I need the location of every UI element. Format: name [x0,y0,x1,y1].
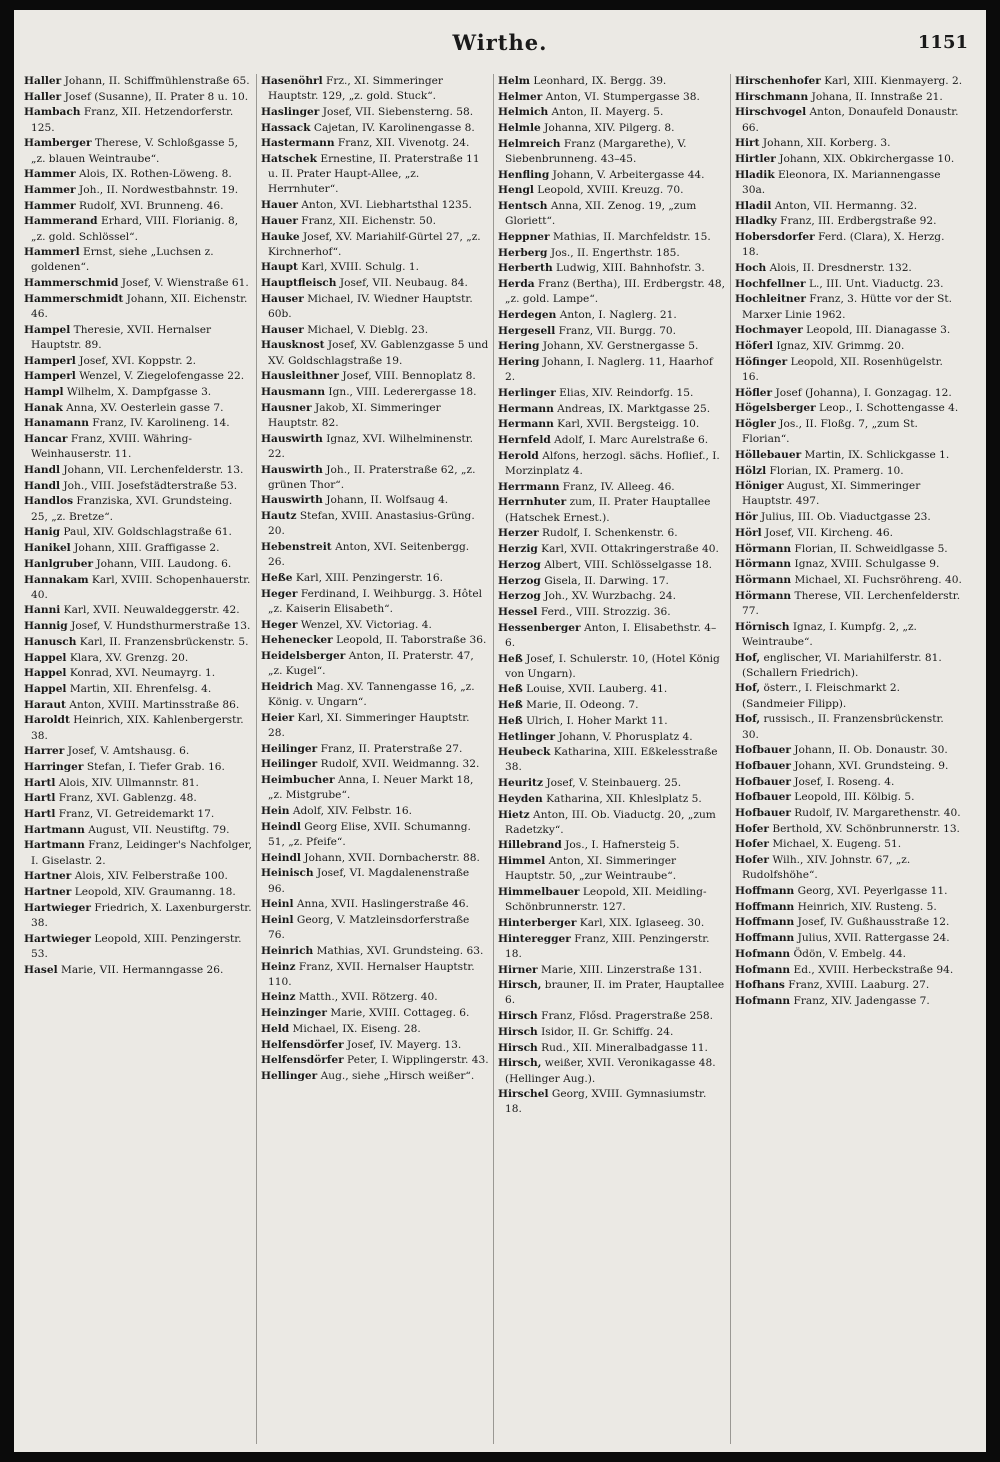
directory-entry: Herzig Karl, XVII. Ottakringerstraße 40. [498,543,719,556]
directory-entry: Hammer Alois, IX. Rothen-Löweng. 8. [24,168,232,181]
directory-entry: Hölzl Florian, IX. Pramerg. 10. [735,464,904,477]
directory-entry: Hessel Ferd., VIII. Strozzig. 36. [498,605,671,618]
page-header [14,30,986,70]
directory-entry: Heyden Katharina, XII. Khleslplatz 5. [498,792,702,805]
directory-entry: Hehenecker Leopold, II. Taborstraße 36. [261,634,487,647]
directory-entry: Handl Joh., VIII. Josefstädterstraße 53. [24,479,238,492]
directory-entry: Hörmann Therese, VII. Lerchenfelderstr. 77. [735,589,961,617]
directory-entry: Hartner Leopold, XIV. Graumanng. 18. [24,886,236,899]
directory-entry: Helfensdörfer Peter, I. Wipplingerstr. 43. [261,1054,489,1067]
directory-entry: Hladik Eleonora, IX. Mariannengasse 30a. [735,168,941,196]
column-divider [256,74,257,1444]
directory-entry: Hirschel Georg, XVIII. Gymnasiumstr. 18. [498,1088,707,1116]
directory-entry: Hauptfleisch Josef, VII. Neubaug. 84. [261,277,468,290]
directory-entry: Hamperl Wenzel, V. Ziegelofengasse 22. [24,370,245,383]
directory-entry: Hochleitner Franz, 3. Hütte vor der St. Marxer Linie 1962. [735,293,953,321]
directory-entry: Hochmayer Leopold, III. Dianagasse 3. [735,324,951,337]
directory-entry: Hirner Marie, XIII. Linzerstraße 131. [498,963,702,976]
directory-entry: Hanak Anna, XV. Oesterlein gasse 7. [24,401,224,414]
directory-entry: Hammer Rudolf, XVI. Brunneng. 46. [24,199,224,212]
directory-entry: Hofbauer Johann, II. Ob. Donaustr. 30. [735,744,948,757]
directory-entry: Happel Klara, XV. Grenzg. 20. [24,651,189,664]
directory-entry: Himmelbauer Leopold, XII. Meidling-Schönbrunnerstr. 127. [498,886,707,914]
directory-entry: Hauer Anton, XVI. Liebhartsthal 1235. [261,199,472,212]
directory-entry: Held Michael, IX. Eiseng. 28. [261,1022,421,1035]
directory-entry: Hauer Franz, XII. Eichenstr. 50. [261,214,436,227]
directory-entry: Herzer Rudolf, I. Schenkenstr. 6. [498,527,678,540]
directory-entry: Heger Wenzel, XV. Victoriag. 4. [261,618,432,631]
column-3 [498,74,726,1444]
page-title: Wirthe. [452,30,548,55]
directory-entry: Hofbauer Josef, I. Roseng. 4. [735,775,895,788]
directory-entry: Hentsch Anna, XII. Zenog. 19, „zum Gloriett“. [498,200,697,228]
directory-entry: Högelsberger Leop., I. Schottengasse 4. [735,402,959,415]
directory-entry: Hamberger Therese, V. Schloßgasse 5, „z. blauen Weintraube“. [24,137,238,165]
directory-entry: Höferl Ignaz, XIV. Grimmg. 20. [735,339,905,352]
directory-entry: Hein Adolf, XIV. Felbstr. 16. [261,805,412,818]
directory-entry: Hering Johann, XV. Gerstnergasse 5. [498,340,699,353]
directory-entry: Heger Ferdinand, I. Weihburgg. 3. Hôtel „z. Kaiserin Elisabeth“. [261,587,482,615]
directory-entry: Hetlinger Johann, V. Phorusplatz 4. [498,730,693,743]
directory-entry: Herdegen Anton, I. Naglerg. 21. [498,309,677,322]
directory-entry: Hofbauer Johann, XVI. Grundsteing. 9. [735,759,949,772]
directory-entry: Hammerschmidt Johann, XII. Eichenstr. 46. [24,292,248,321]
directory-entry: Hladil Anton, VII. Hermanng. 32. [735,199,918,212]
directory-entry: Hammerand Erhard, VIII. Florianig. 8, „z. gold. Schlössel“. [24,215,239,243]
directory-entry: Hammerl Ernst, siehe „Luchsen z. goldenen“. [24,246,214,274]
directory-entry: Hammer Joh., II. Nordwestbahnstr. 19. [24,183,239,196]
directory-entry: Hartl Alois, XIV. Ullmannstr. 81. [24,776,199,789]
directory-entry: Hasel Marie, VII. Hermanngasse 26. [24,963,224,976]
directory-entry: Helfensdörfer Josef, IV. Mayerg. 13. [261,1038,462,1051]
directory-entry: Herzog Albert, VIII. Schlösselgasse 18. [498,558,713,571]
directory-entry: Hirschvogel Anton, Donaufeld Donaustr. 66. [735,106,959,134]
directory-entry: Herberth Ludwig, XIII. Bahnhofstr. 3. [498,262,705,275]
directory-entry: Hoffmann Georg, XVI. Peyerlgasse 11. [735,885,948,898]
directory-entry: Hörmann Ignaz, XVIII. Schulgasse 9. [735,558,940,571]
column-1 [24,74,252,1444]
directory-entry: Heß Louise, XVII. Lauberg. 41. [498,683,668,696]
directory-entry: Harrer Josef, V. Amtshausg. 6. [24,745,190,758]
directory-entry: Hellinger Aug., siehe „Hirsch weißer“. [261,1070,475,1082]
directory-entry: Hofbauer Rudolf, IV. Margarethenstr. 40. [735,807,961,820]
directory-entry: Hörmann Florian, II. Schweidlgasse 5. [735,542,948,555]
directory-entry: Herzog Gisela, II. Darwing. 17. [498,574,669,587]
directory-entry: Hietz Anton, III. Ob. Viaductg. 20, „zum Radetzky“. [498,808,716,836]
directory-entry: Hobersdorfer Ferd. (Clara), X. Herzg. 18. [735,231,945,259]
directory-entry: Haslinger Josef, VII. Siebensterng. 58. [261,105,474,118]
directory-entry: Haller Josef (Susanne), II. Prater 8 u. 10. [24,90,249,103]
directory-entry: Hessenberger Anton, I. Elisabethstr. 4–6. [498,621,717,649]
directory-entry: Hancar Franz, XVIII. Währing-Weinhauserstr. 11. [24,433,192,461]
directory-entry: Happel Konrad, XVI. Neumayrg. 1. [24,667,216,680]
directory-entry: Hochfellner L., III. Unt. Viaductg. 23. [735,277,944,290]
directory-entry: Heinz Matth., XVII. Rötzerg. 40. [261,991,438,1004]
directory-entry: Hof, österr., I. Fleischmarkt 2. (Sandmeier Filipp). [735,682,900,710]
directory-entry: Heier Karl, XI. Simmeringer Hauptstr. 28. [261,711,470,740]
directory-entry: Hergesell Franz, VII. Burgg. 70. [498,324,677,337]
directory-entry: Hillebrand Jos., I. Hafnersteig 5. [498,839,680,852]
directory-entry: Heinz Franz, XVII. Hernalser Hauptstr. 110. [261,960,475,988]
directory-entry: Herrnhuter zum, II. Prater Hauptallee (Hatschek Ernest.). [498,496,711,524]
directory-entry: Hernfeld Adolf, I. Marc Aurelstraße 6. [498,434,709,447]
directory-entry: Hinterberger Karl, XIX. Iglaseeg. 30. [498,916,705,929]
directory-entry: Helmich Anton, II. Mayerg. 5. [498,106,664,119]
directory-entry: Hamperl Josef, XVI. Koppstr. 2. [24,354,196,367]
directory-entry: Hering Johann, I. Naglerg. 11, Haarhof 2. [498,356,713,384]
directory-entry: Heubeck Katharina, XIII. Eßkelesstraße 38. [498,746,718,774]
directory-entry: Hirtler Johann, XIX. Obkirchergasse 10. [735,153,955,166]
column-4 [735,74,963,1444]
directory-entry: Heß Ulrich, I. Hoher Markt 11. [498,714,668,727]
directory-entry: Hofer Wilh., XIV. Johnstr. 67, „z. Rudolfshöhe“. [735,854,911,882]
directory-entry: Heinrich Mathias, XVI. Grundsteing. 63. [261,944,484,957]
directory-entry: Hirschmann Johana, II. Innstraße 21. [735,90,943,103]
directory-entry: Hirsch Franz, Flősd. Pragerstraße 258. [498,1010,714,1023]
directory-entry: Hladky Franz, III. Erdbergstraße 92. [735,215,937,228]
directory-entry: Heuritz Josef, V. Steinbauerg. 25. [498,777,682,790]
directory-entry: Heidelsberger Anton, II. Praterstr. 47, „z. Kugel“. [261,650,474,678]
directory-entry: Hampel Theresie, XVII. Hernalser Hauptstr. 89. [24,323,212,351]
directory-entry: Hartl Franz, VI. Getreidemarkt 17. [24,808,215,821]
directory-entry: Herberg Jos., II. Engerthstr. 185. [498,246,680,259]
directory-entry: Höllebauer Martin, IX. Schlickgasse 1. [735,448,950,461]
directory-entry: Helmle Johanna, XIV. Pilgerg. 8. [498,122,675,135]
directory-entry: Hatschek Ernestine, II. Praterstraße 11 u. II. Prater Haupt-Allee, „z. Herrnhuter“. [261,153,480,196]
directory-entry: Hoffmann Julius, XVII. Rattergasse 24. [735,932,950,945]
directory-entry: Hauswirth Johann, II. Wolfsaug 4. [261,494,449,507]
directory-entry: Hasenöhrl Frz., XI. Simmeringer Hauptstr. 129, „z. gold. Stuck“. [261,75,443,103]
directory-entry: Heilinger Franz, II. Praterstraße 27. [261,742,463,755]
directory-entry: Hirsch, brauner, II. im Prater, Hauptallee 6. [498,979,725,1007]
directory-entry: Hauswirth Joh., II. Praterstraße 62, „z. grünen Thor“. [261,463,476,491]
directory-entry: Herrmann Franz, IV. Alleeg. 46. [498,480,675,493]
directory-entry: Hanlgruber Johann, VIII. Laudong. 6. [24,557,232,570]
directory-entry: Hausknost Josef, XV. Gablenzgasse 5 und XV. Goldschlagstraße 19. [261,339,489,367]
directory-entry: Handlos Franziska, XVI. Grundsteing. 25, „z. Bretze“. [24,495,233,523]
directory-entry: Hermann Karl, XVII. Bergsteigg. 10. [498,418,700,431]
directory-entry: Heidrich Mag. XV. Tannengasse 16, „z. König. v. Ungarn“. [261,680,475,709]
directory-entry: Hartner Alois, XIV. Felberstraße 100. [24,870,228,883]
directory-entry: Hoffmann Josef, IV. Gußhausstraße 12. [735,916,950,929]
directory-entry: Henfling Johann, V. Arbeitergasse 44. [498,168,705,181]
directory-entry: Haupt Karl, XVIII. Schulg. 1. [261,261,420,274]
directory-entry: Hassack Cajetan, IV. Karolinengasse 8. [261,121,475,134]
directory-entry: Hirsch Rud., XII. Mineralbadgasse 11. [498,1041,708,1054]
directory-entry: Haroldt Heinrich, XIX. Kahlenbergerstr. 38. [24,714,244,742]
directory-entry: Hausner Jakob, XI. Simmeringer Hauptstr. 82. [261,401,441,429]
directory-entry: Hannakam Karl, XVIII. Schopenhauerstr. 40. [24,573,251,601]
directory-entry: Hof, russisch., II. Franzensbrückenstr. 30. [735,713,944,741]
directory-entry: Hebenstreit Anton, XVI. Seitenbergg. 26. [261,541,470,569]
directory-entry: Heinzinger Marie, XVIII. Cottageg. 6. [261,1007,470,1020]
directory-entry: Hirt Johann, XII. Korberg. 3. [735,137,891,150]
directory-entry: Helm Leonhard, IX. Bergg. 39. [498,75,667,87]
directory-entry: Hambach Franz, XII. Hetzendorferstr. 125. [24,106,234,134]
directory-entry: Haraut Anton, XVIII. Martinsstraße 86. [24,698,240,711]
directory-entry: Himmel Anton, XI. Simmeringer Hauptstr. 50, „zur Weintraube“. [498,855,677,883]
directory-entry: Hofbauer Leopold, III. Kölbig. 5. [735,791,915,804]
directory-entry: Hammerschmid Josef, V. Wienstraße 61. [24,277,249,290]
directory-entry: Hörmann Michael, XI. Fuchsröhreng. 40. [735,574,962,586]
column-divider [730,74,731,1444]
directory-entry: Handl Johann, VII. Lerchenfelderstr. 13. [24,464,244,477]
directory-entry: Heinisch Josef, VI. Magdalenenstraße 96. [261,867,470,895]
directory-entry: Hartmann Franz, Leidinger's Nachfolger, I. Giselastr. 2. [24,839,252,867]
column-2 [261,74,489,1444]
directory-entry: Herold Alfons, herzogl. sächs. Hoflief., I. Morzinplatz 4. [498,449,720,478]
directory-entry: Hauser Michael, V. Dieblg. 23. [261,323,429,336]
directory-entry: Hinteregger Franz, XIII. Penzingerstr. 18. [498,932,710,960]
directory-entry: Harringer Stefan, I. Tiefer Grab. 16. [24,760,225,773]
directory-entry: Hanikel Johann, XIII. Graffigasse 2. [24,542,220,555]
directory-entry: Heß Josef, I. Schulerstr. 10, (Hotel König von Ungarn). [498,652,720,680]
directory-entry: Höniger August, XI. Simmeringer Hauptstr. 497. [735,480,921,508]
directory-entry: Hampl Wilhelm, X. Dampfgasse 3. [24,386,212,399]
directory-entry: Hautz Stefan, XVIII. Anastasius-Grüng. 20. [261,510,475,538]
directory-entry: Herlinger Elias, XIV. Reindorfg. 15. [498,387,694,400]
directory-entry: Hofmann Ödön, V. Embelg. 44. [735,947,907,960]
directory-entry: Hastermann Franz, XII. Vivenotg. 24. [261,137,470,150]
directory-entry: Hof, englischer, VI. Mariahilferstr. 81. (Schallern Friedrich). [735,651,942,679]
directory-entry: Hanig Paul, XIV. Goldschlagstraße 61. [24,526,232,539]
directory-entry: Herda Franz (Bertha), III. Erdbergstr. 48, „z. gold. Lampe“. [498,278,725,306]
columns [24,74,970,1444]
directory-entry: Hannig Josef, V. Hundsthurmerstraße 13. [24,620,251,633]
directory-entry: Hartl Franz, XVI. Gablenzg. 48. [24,792,197,805]
directory-entry: Hirschenhofer Karl, XIII. Kienmayerg. 2. [735,75,963,87]
directory-entry: Hausmann Ign., VIII. Lederergasse 18. [261,386,477,399]
column-divider [493,74,494,1444]
directory-entry: Hofmann Franz, XIV. Jadengasse 7. [735,994,930,1007]
directory-entry: Högler Jos., II. Floßg. 7, „zum St. Florian“. [735,417,918,446]
directory-entry: Hoffmann Heinrich, XIV. Rusteng. 5. [735,900,937,913]
directory-entry: Heß Marie, II. Odeong. 7. [498,699,639,712]
directory-entry: Helmreich Franz (Margarethe), V. Siebenbrunneng. 43–45. [498,137,687,166]
directory-entry: Herzog Joh., XV. Wurzbachg. 24. [498,590,676,603]
directory-entry: Hofhans Franz, XVIII. Laaburg. 27. [735,979,930,992]
directory-entry: Heimbucher Anna, I. Neuer Markt 18, „z. Mistgrube“. [261,774,474,802]
directory-page [14,10,986,1452]
directory-entry: Hörnisch Ignaz, I. Kumpfg. 2, „z. Weintraube“. [735,620,917,648]
directory-entry: Hofmann Ed., XVIII. Herbeckstraße 94. [735,963,954,976]
directory-entry: Haller Johann, II. Schiffmühlenstraße 65. [24,75,250,87]
directory-entry: Hanamann Franz, IV. Karolineng. 14. [24,417,230,430]
directory-entry: Hofer Berthold, XV. Schönbrunnerstr. 13. [735,822,960,835]
directory-entry: Hermann Andreas, IX. Marktgasse 25. [498,402,711,415]
directory-entry: Hauser Michael, IV. Wiedner Hauptstr. 60b. [261,292,473,321]
directory-entry: Heilinger Rudolf, XVII. Weidmanng. 32. [261,758,480,771]
directory-entry: Hirsch Isidor, II. Gr. Schiffg. 24. [498,1025,674,1038]
directory-entry: Hirsch, weißer, XVII. Veronikagasse 48. (Hellinger Aug.). [498,1057,716,1085]
directory-entry: Hartwieger Leopold, XIII. Penzingerstr. 53. [24,932,242,960]
directory-entry: Heinl Anna, XVII. Haslingerstraße 46. [261,898,469,911]
page-number: 1151 [917,32,968,53]
directory-entry: Hoch Alois, II. Dresdnerstr. 132. [735,261,912,274]
directory-entry: Hauke Josef, XV. Mariahilf-Gürtel 27, „z. Kirchnerhof“. [261,230,481,258]
directory-entry: Hartwieger Friedrich, X. Laxenburgerstr. 38. [24,901,252,929]
directory-entry: Hartmann August, VII. Neustiftg. 79. [24,823,230,836]
directory-entry: Helmer Anton, VI. Stumpergasse 38. [498,90,700,103]
directory-entry: Happel Martin, XII. Ehrenfelsg. 4. [24,682,212,695]
directory-entry: Höfinger Leopold, XII. Rosenhügelstr. 16. [735,355,943,383]
directory-entry: Hofer Michael, X. Eugeng. 51. [735,838,902,851]
directory-entry: Hengl Leopold, XVIII. Kreuzg. 70. [498,184,684,197]
directory-entry: Hörl Josef, VII. Kircheng. 46. [735,526,893,539]
directory-entry: Heinl Georg, V. Matzleinsdorferstraße 76. [261,913,470,942]
directory-entry: Hanni Karl, XVII. Neuwaldeggerstr. 42. [24,604,240,617]
directory-entry: Hanusch Karl, II. Franzensbrückenstr. 5. [24,635,249,648]
directory-entry: Hauswirth Ignaz, XVI. Wilhelminenstr. 22. [261,432,474,460]
directory-entry: Hausleithner Josef, VIII. Bennoplatz 8. [261,370,476,383]
directory-entry: Höfler Josef (Johanna), I. Gonzagag. 12. [735,386,952,399]
directory-entry: Hör Julius, III. Ob. Viaductgasse 23. [735,511,931,524]
directory-entry: Heindl Georg Elise, XVII. Schumanng. 51, „z. Pfeife“. [261,820,471,848]
directory-entry: Heppner Mathias, II. Marchfeldstr. 15. [498,231,711,244]
directory-entry: Heße Karl, XIII. Penzingerstr. 16. [261,572,443,584]
directory-entry: Heindl Johann, XVII. Dornbacherstr. 88. [261,851,480,864]
